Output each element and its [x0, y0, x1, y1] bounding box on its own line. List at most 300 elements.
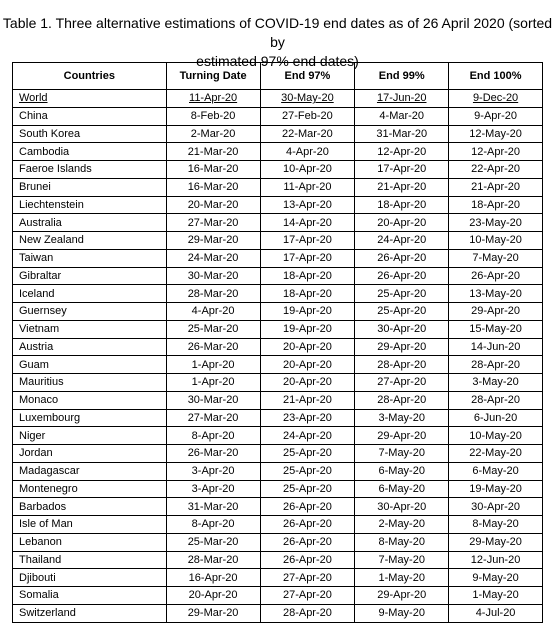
cell-end-99 — [355, 427, 449, 445]
cell-text: Austria — [19, 340, 54, 353]
cell-turning-date — [166, 196, 260, 214]
column-header-end-100: End 100% — [449, 63, 543, 90]
cell-country — [13, 196, 167, 214]
cell-end-100 — [449, 480, 543, 498]
cell-text: 24-Apr-20 — [377, 234, 427, 247]
cell-text: 25-Apr-20 — [377, 305, 427, 318]
cell-end-99 — [355, 107, 449, 125]
cell-end-97 — [260, 107, 355, 125]
cell-text: Brunei — [19, 181, 51, 194]
cell-turning-date — [166, 498, 260, 516]
table-row — [13, 125, 543, 143]
cell-end-99 — [355, 551, 449, 569]
cell-end-100 — [449, 498, 543, 516]
cell-text: 3-May-20 — [472, 376, 519, 389]
cell-text: Guam — [19, 358, 49, 371]
cell-text: 14-Jun-20 — [470, 340, 521, 353]
cell-text: Djibouti — [19, 571, 56, 584]
cell-end-99 — [355, 178, 449, 196]
cell-text: 26-Mar-20 — [187, 447, 239, 460]
table-row — [13, 161, 543, 179]
cell-text: 24-Apr-20 — [282, 429, 332, 442]
cell-country — [13, 232, 167, 250]
cell-end-97 — [260, 232, 355, 250]
cell-text: 9-Dec-20 — [472, 92, 519, 105]
cell-text: Jordan — [19, 447, 53, 460]
cell-text: 23-Apr-20 — [282, 411, 332, 424]
cell-end-100 — [449, 338, 543, 356]
cell-end-97 — [260, 462, 355, 480]
cell-text: 10-May-20 — [469, 429, 522, 442]
cell-text: Vietnam — [19, 323, 60, 336]
cell-end-100 — [449, 267, 543, 285]
table-row — [13, 551, 543, 569]
cell-text: 20-Apr-20 — [377, 216, 427, 229]
cell-end-100 — [449, 551, 543, 569]
cell-country — [13, 90, 167, 108]
cell-text: Switzerland — [19, 607, 76, 620]
cell-country — [13, 320, 167, 338]
cell-text: 2-May-20 — [378, 518, 425, 531]
cell-end-99 — [355, 285, 449, 303]
cell-end-97 — [260, 533, 355, 551]
cell-text: Madagascar — [19, 465, 80, 478]
cell-end-100 — [449, 161, 543, 179]
cell-text: 17-Jun-20 — [376, 92, 427, 105]
cell-text: 29-Apr-20 — [471, 305, 521, 318]
cell-text: 17-Apr-20 — [282, 252, 332, 265]
cell-end-99 — [355, 516, 449, 534]
cell-end-99 — [355, 445, 449, 463]
cell-text: 27-Mar-20 — [187, 216, 239, 229]
cell-end-100 — [449, 90, 543, 108]
cell-text: 12-Apr-20 — [471, 145, 521, 158]
cell-end-99 — [355, 498, 449, 516]
cell-end-97 — [260, 356, 355, 374]
cell-text: 13-May-20 — [469, 287, 522, 300]
column-header-end-99: End 99% — [355, 63, 449, 90]
cell-end-99 — [355, 533, 449, 551]
cell-country — [13, 551, 167, 569]
table-row — [13, 196, 543, 214]
cell-text: Iceland — [19, 287, 55, 300]
caption-line-2: estimated 97% end dates) — [196, 53, 359, 69]
caption-line-1: Table 1. Three alternative estimations of COVID-19 end dates as of 26 April 2020 (sorted by — [2, 15, 553, 50]
cell-text: 11-Apr-20 — [189, 92, 238, 105]
cell-text: 27-Apr-20 — [377, 376, 427, 389]
cell-text: 19-Apr-20 — [282, 305, 332, 318]
cell-text: 20-Apr-20 — [282, 358, 332, 371]
cell-turning-date — [166, 374, 260, 392]
cell-end-97 — [260, 604, 355, 622]
cell-end-100 — [449, 427, 543, 445]
cell-text: 16-Mar-20 — [187, 163, 239, 176]
cell-text: 25-Mar-20 — [187, 536, 239, 549]
cell-country — [13, 214, 167, 232]
cell-text: 4-Apr-20 — [286, 145, 329, 158]
cell-text: 21-Mar-20 — [187, 145, 239, 158]
cell-text: 27-Apr-20 — [282, 589, 332, 602]
cell-text: 29-Mar-20 — [187, 607, 239, 620]
table-row — [13, 285, 543, 303]
cell-end-97 — [260, 303, 355, 321]
cell-end-97 — [260, 249, 355, 267]
cell-turning-date — [166, 462, 260, 480]
cell-end-100 — [449, 143, 543, 161]
cell-text: Lebanon — [19, 536, 62, 549]
column-header-end-97: End 97% — [260, 63, 355, 90]
cell-text: Barbados — [19, 500, 67, 513]
cell-end-99 — [355, 338, 449, 356]
cell-text: 29-Apr-20 — [377, 429, 427, 442]
cell-text: 27-Feb-20 — [282, 110, 333, 123]
cell-country — [13, 285, 167, 303]
cell-country — [13, 338, 167, 356]
cell-text: 25-Apr-20 — [282, 465, 332, 478]
cell-turning-date — [166, 267, 260, 285]
cell-text: 3-Apr-20 — [191, 482, 235, 495]
cell-text: 20-Apr-20 — [282, 340, 332, 353]
cell-end-97 — [260, 409, 355, 427]
column-header-countries: Countries — [13, 63, 167, 90]
cell-end-97 — [260, 161, 355, 179]
cell-turning-date — [166, 338, 260, 356]
cell-end-100 — [449, 107, 543, 125]
cell-country — [13, 587, 167, 605]
cell-country — [13, 427, 167, 445]
cell-end-100 — [449, 125, 543, 143]
cell-country — [13, 161, 167, 179]
table-header — [13, 63, 543, 90]
cell-end-99 — [355, 356, 449, 374]
cell-text: 30-Apr-20 — [471, 500, 521, 513]
cell-text: 6-May-20 — [378, 482, 425, 495]
cell-end-97 — [260, 196, 355, 214]
cell-turning-date — [166, 533, 260, 551]
cell-end-99 — [355, 196, 449, 214]
cell-end-97 — [260, 516, 355, 534]
cell-turning-date — [166, 445, 260, 463]
cell-text: 26-Apr-20 — [282, 536, 332, 549]
cell-text: 16-Mar-20 — [187, 181, 239, 194]
cell-end-99 — [355, 232, 449, 250]
cell-end-100 — [449, 533, 543, 551]
table-row — [13, 267, 543, 285]
cell-text: 26-Apr-20 — [377, 269, 427, 282]
cell-end-97 — [260, 285, 355, 303]
cell-end-97 — [260, 374, 355, 392]
cell-text: 18-Apr-20 — [471, 198, 521, 211]
cell-end-97 — [260, 569, 355, 587]
cell-text: 31-Mar-20 — [376, 127, 428, 140]
cell-country — [13, 480, 167, 498]
cell-text: 8-Feb-20 — [190, 110, 236, 123]
cell-end-100 — [449, 232, 543, 250]
cell-text: 21-Apr-20 — [377, 181, 427, 194]
cell-country — [13, 445, 167, 463]
cell-turning-date — [166, 391, 260, 409]
table-row — [13, 462, 543, 480]
cell-text: 3-Apr-20 — [191, 465, 235, 478]
cell-text: 8-May-20 — [378, 536, 425, 549]
cell-text: 20-Mar-20 — [187, 198, 239, 211]
cell-text: 28-Apr-20 — [377, 358, 427, 371]
cell-country — [13, 409, 167, 427]
cell-text: 9-Apr-20 — [474, 110, 517, 123]
cell-text: 26-Mar-20 — [187, 340, 239, 353]
cell-country — [13, 125, 167, 143]
cell-text: Faeroe Islands — [19, 163, 92, 176]
cell-text: Australia — [19, 216, 62, 229]
cell-text: 28-Apr-20 — [471, 394, 521, 407]
cell-country — [13, 516, 167, 534]
table-row — [13, 90, 543, 108]
cell-text: 3-May-20 — [378, 411, 425, 424]
cell-end-100 — [449, 409, 543, 427]
cell-end-100 — [449, 445, 543, 463]
cell-end-99 — [355, 249, 449, 267]
cell-turning-date — [166, 107, 260, 125]
cell-end-97 — [260, 338, 355, 356]
cell-country — [13, 107, 167, 125]
cell-text: 15-May-20 — [469, 323, 522, 336]
cell-country — [13, 498, 167, 516]
cell-turning-date — [166, 356, 260, 374]
cell-text: 31-Mar-20 — [187, 500, 239, 513]
cell-end-99 — [355, 143, 449, 161]
table-row — [13, 143, 543, 161]
cell-end-100 — [449, 285, 543, 303]
table-row — [13, 409, 543, 427]
cell-text: 26-Apr-20 — [282, 553, 332, 566]
cell-text: World — [19, 92, 48, 105]
cell-country — [13, 303, 167, 321]
cell-country — [13, 267, 167, 285]
cell-end-99 — [355, 604, 449, 622]
cell-end-100 — [449, 374, 543, 392]
cell-text: Isle of Man — [19, 518, 73, 531]
cell-text: 30-Mar-20 — [187, 269, 239, 282]
cell-text: China — [19, 110, 48, 123]
cell-end-97 — [260, 587, 355, 605]
cell-end-97 — [260, 320, 355, 338]
cell-text: 28-Mar-20 — [187, 553, 239, 566]
cell-text: 20-Apr-20 — [282, 376, 332, 389]
cell-end-97 — [260, 178, 355, 196]
cell-end-100 — [449, 587, 543, 605]
cell-text: Mauritius — [19, 376, 64, 389]
cell-text: 29-Apr-20 — [377, 340, 427, 353]
cell-turning-date — [166, 427, 260, 445]
cell-end-100 — [449, 391, 543, 409]
covid-end-dates-table — [12, 62, 543, 623]
cell-text: 30-Apr-20 — [377, 500, 427, 513]
cell-end-97 — [260, 90, 355, 108]
cell-text: 26-Apr-20 — [282, 500, 332, 513]
cell-turning-date — [166, 161, 260, 179]
cell-text: Luxembourg — [19, 411, 81, 424]
cell-text: 6-Jun-20 — [473, 411, 518, 424]
cell-end-100 — [449, 249, 543, 267]
cell-end-100 — [449, 569, 543, 587]
cell-turning-date — [166, 285, 260, 303]
cell-text: 9-May-20 — [378, 607, 425, 620]
cell-turning-date — [166, 178, 260, 196]
cell-text: 6-May-20 — [378, 465, 425, 478]
cell-text: 25-Mar-20 — [187, 323, 239, 336]
table-row — [13, 604, 543, 622]
cell-text: 8-Apr-20 — [191, 429, 235, 442]
header-row — [13, 63, 543, 90]
column-header-turning-date: Turning Date — [166, 63, 260, 90]
cell-text: 29-Apr-20 — [377, 589, 427, 602]
cell-text: 25-Apr-20 — [282, 447, 332, 460]
table-row — [13, 232, 543, 250]
cell-text: 1-May-20 — [378, 571, 425, 584]
cell-end-99 — [355, 303, 449, 321]
cell-end-100 — [449, 516, 543, 534]
cell-text: 8-Apr-20 — [191, 518, 235, 531]
cell-end-97 — [260, 498, 355, 516]
cell-end-97 — [260, 427, 355, 445]
table-row — [13, 445, 543, 463]
cell-turning-date — [166, 303, 260, 321]
cell-text: Montenegro — [19, 482, 78, 495]
cell-end-99 — [355, 90, 449, 108]
cell-text: 1-Apr-20 — [191, 376, 235, 389]
cell-text: 30-May-20 — [281, 92, 334, 105]
cell-turning-date — [166, 90, 260, 108]
cell-text: 12-Jun-20 — [470, 553, 521, 566]
cell-text: 26-Apr-20 — [282, 518, 332, 531]
cell-text: 12-May-20 — [469, 127, 522, 140]
cell-text: Guernsey — [19, 305, 67, 318]
cell-end-97 — [260, 445, 355, 463]
table-row — [13, 533, 543, 551]
cell-text: 22-Mar-20 — [282, 127, 333, 140]
cell-end-100 — [449, 320, 543, 338]
cell-end-100 — [449, 303, 543, 321]
cell-turning-date — [166, 480, 260, 498]
cell-turning-date — [166, 604, 260, 622]
cell-end-97 — [260, 143, 355, 161]
cell-end-100 — [449, 178, 543, 196]
cell-text: Somalia — [19, 589, 59, 602]
cell-text: 19-May-20 — [469, 482, 522, 495]
cell-country — [13, 374, 167, 392]
cell-text: 20-Apr-20 — [188, 589, 238, 602]
cell-end-97 — [260, 214, 355, 232]
cell-text: 18-Apr-20 — [282, 287, 332, 300]
cell-text: South Korea — [19, 127, 81, 140]
table-row — [13, 587, 543, 605]
cell-end-100 — [449, 214, 543, 232]
cell-text: 9-May-20 — [472, 571, 519, 584]
cell-turning-date — [166, 320, 260, 338]
table-row — [13, 374, 543, 392]
cell-text: 28-Apr-20 — [377, 394, 427, 407]
table-row — [13, 249, 543, 267]
table-row — [13, 214, 543, 232]
cell-text: New Zealand — [19, 234, 84, 247]
cell-turning-date — [166, 516, 260, 534]
cell-end-99 — [355, 374, 449, 392]
cell-end-97 — [260, 480, 355, 498]
cell-country — [13, 356, 167, 374]
cell-turning-date — [166, 587, 260, 605]
cell-end-99 — [355, 320, 449, 338]
table-row — [13, 178, 543, 196]
cell-text: 19-Apr-20 — [282, 323, 332, 336]
cell-end-99 — [355, 267, 449, 285]
cell-text: Monaco — [19, 394, 59, 407]
cell-country — [13, 143, 167, 161]
cell-end-99 — [355, 569, 449, 587]
cell-turning-date — [166, 125, 260, 143]
cell-turning-date — [166, 569, 260, 587]
cell-end-100 — [449, 196, 543, 214]
cell-country — [13, 249, 167, 267]
cell-text: 1-May-20 — [472, 589, 519, 602]
cell-text: 21-Apr-20 — [282, 394, 332, 407]
cell-end-99 — [355, 409, 449, 427]
cell-text: Thailand — [19, 553, 62, 566]
table-row — [13, 480, 543, 498]
cell-text: 7-May-20 — [378, 447, 425, 460]
cell-end-99 — [355, 587, 449, 605]
table-body — [13, 90, 543, 623]
cell-end-99 — [355, 161, 449, 179]
cell-end-99 — [355, 214, 449, 232]
cell-country — [13, 569, 167, 587]
cell-text: 1-Apr-20 — [191, 358, 235, 371]
cell-country — [13, 462, 167, 480]
cell-text: 25-Apr-20 — [282, 482, 332, 495]
cell-end-99 — [355, 125, 449, 143]
cell-text: Liechtenstein — [19, 198, 84, 211]
cell-country — [13, 533, 167, 551]
cell-end-99 — [355, 480, 449, 498]
cell-text: 26-Apr-20 — [377, 252, 427, 265]
cell-country — [13, 604, 167, 622]
table-row — [13, 356, 543, 374]
cell-text: 6-May-20 — [472, 465, 519, 478]
table-row — [13, 516, 543, 534]
cell-end-99 — [355, 462, 449, 480]
table-row — [13, 569, 543, 587]
cell-end-100 — [449, 462, 543, 480]
table-row — [13, 427, 543, 445]
cell-text: 4-Apr-20 — [191, 305, 235, 318]
cell-text: 2-Mar-20 — [190, 127, 236, 140]
cell-text: 21-Apr-20 — [471, 181, 521, 194]
cell-text: Cambodia — [19, 145, 70, 158]
cell-text: 22-May-20 — [469, 447, 522, 460]
cell-text: 17-Apr-20 — [377, 163, 427, 176]
cell-text: 25-Apr-20 — [377, 287, 427, 300]
cell-text: 26-Apr-20 — [471, 269, 521, 282]
cell-end-97 — [260, 551, 355, 569]
cell-end-100 — [449, 356, 543, 374]
cell-text: 17-Apr-20 — [282, 234, 332, 247]
cell-turning-date — [166, 232, 260, 250]
cell-text: Taiwan — [19, 252, 54, 265]
cell-text: 27-Mar-20 — [187, 411, 239, 424]
cell-text: 7-May-20 — [472, 252, 519, 265]
cell-end-100 — [449, 604, 543, 622]
cell-text: 4-Mar-20 — [379, 110, 425, 123]
table-row — [13, 320, 543, 338]
